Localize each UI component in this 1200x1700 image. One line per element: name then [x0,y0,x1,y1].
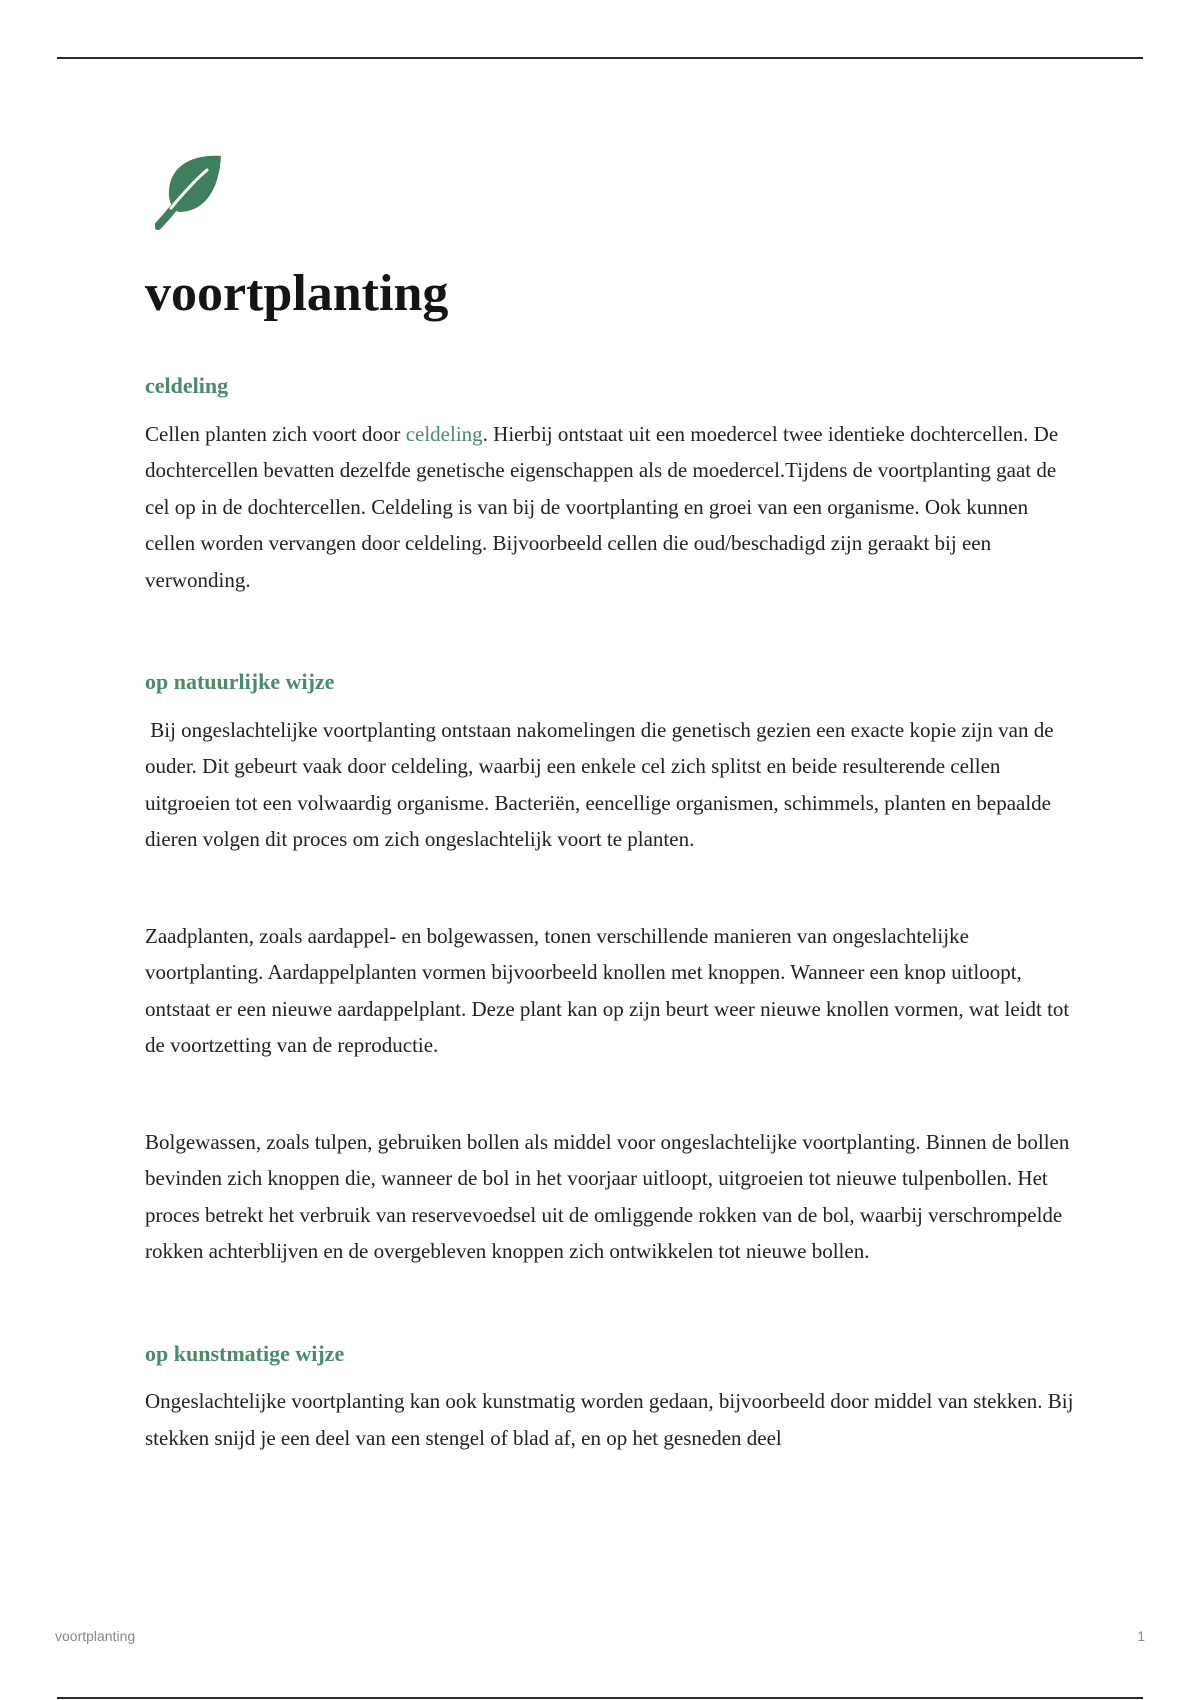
paragraph-celdeling-text-rest: . Hierbij ontstaat uit een moedercel twee identieke dochtercellen. De dochtercellen bevatten dezelfde genetische eigenschappen als de moedercel.Tijdens de voortplanting gaat de cel op in de dochtercellen. Celdeling is van bij de voortplanting en groei van een organisme. Ook kunnen cellen worden vervangen door celdeling. Bijvoorbeeld cellen die oud/beschadigd zijn geraakt bij een verwonding. [145,421,1059,592]
paragraph-natuurlijk-2: Zaadplanten, zoals aardappel- en bolgewassen, tonen verschillende manieren van ongeslachtelijke voortplanting. Aardappelplanten vormen bijvoorbeeld knollen met knoppen. Wanneer een knop uitloopt, ontstaat er een nieuwe aardappelplant. Deze plant kan op zijn beurt weer nieuwe knollen vormen, wat leidt tot de voortzetting van de reproductie. [145,923,1070,1058]
section-heading-kunstmatig: op kunstmatige wijze [145,1340,345,1366]
section-heading-natuurlijk: op natuurlijke wijze [145,669,335,695]
bottom-rule [57,1697,1143,1699]
section-heading-celdeling: celdeling [145,373,229,398]
page-title: voortplanting [145,265,449,322]
paragraph-celdeling [145,416,1075,599]
paragraph-kunstmatig-1: Ongeslachtelijke voortplanting kan ook kunstmatig worden gedaan, bijvoorbeeld door middel van stekken. Bij stekken snijd je een deel van een stengel of blad af, en op het gesneden deel [145,1389,1074,1450]
footer-page-number: 1 [1137,1628,1145,1644]
leaf-icon [155,150,227,230]
top-rule [57,57,1143,59]
paragraph-celdeling-text-start: Cellen planten zich voort door [145,421,406,446]
paragraph-natuurlijk-3: Bolgewassen, zoals tulpen, gebruiken bollen als middel voor ongeslachtelijke voortplanting. Binnen de bollen bevinden zich knoppen die, wanneer de bol in het voorjaar uitloopt, uitgroeien tot nieuwe tulpenbollen. Het proces betrekt het verbruik van reservevoedsel uit de omliggende rokken van de bol, waarbij verschrompelde rokken achterblijven en de overgebleven knoppen zich ontwikkelen tot nieuwe bollen. [145,1129,1070,1264]
highlighted-term-celdeling: celdeling [405,421,483,446]
paragraph-natuurlijk-1: Bij ongeslachtelijke voortplanting ontstaan nakomelingen die genetisch gezien een exacte kopie zijn van de ouder. Dit gebeurt vaak door celdeling, waarbij een enkele cel zich splitst en beide resulterende cellen uitgroeien tot een volwaardig organisme. Bacteriën, eencellige organismen, schimmels, planten en bepaalde dieren volgen dit proces om zich ongeslachtelijk voort te planten. [145,717,1059,852]
page-content [145,150,1075,1456]
footer-title: voortplanting [55,1628,136,1644]
